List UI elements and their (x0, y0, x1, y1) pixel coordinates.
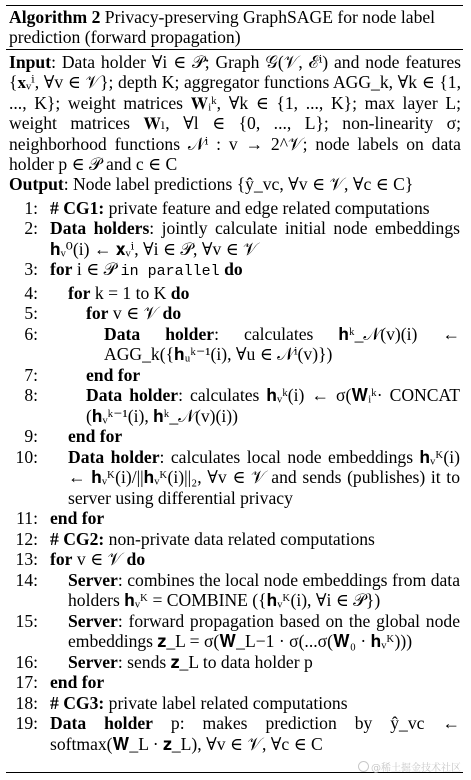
step-number: 19: (15, 713, 38, 734)
step-number: 2: (24, 218, 38, 239)
algorithm-step (6, 672, 463, 693)
step-keyword-end: do (170, 282, 190, 303)
algorithm-step (6, 447, 463, 509)
step-keyword: Data holder (68, 446, 160, 467)
step-text: : combines the local node embeddings from data holders 𝐡ᵥᴷ = COMBINE ({𝐡ᵥᴷ(i), ∀i ∈ 𝒫}) (68, 569, 460, 611)
step-text: non-private data related computations (104, 528, 375, 549)
step-text: p: makes prediction by ŷ_vc ← softmax(𝐖_L · 𝐳_L), ∀v ∈ 𝒱, ∀c ∈ C (50, 713, 460, 754)
algorithm-step (6, 549, 463, 570)
algorithm-step (6, 324, 463, 365)
watermark (358, 759, 461, 774)
algorithm-step (6, 283, 463, 304)
step-text: : calculates local node embeddings 𝐡ᵥᴷ(i) ← 𝐡ᵥᴷ(i)/||𝐡ᵥᴷ(i)||₂, ∀v ∈ 𝒱 and sends (publishes) it to server using differential privacy (68, 446, 461, 508)
step-number: 11: (16, 508, 38, 529)
step-text: v ∈ 𝒱 (72, 549, 127, 570)
step-text: : calculates 𝐡ᵥᵏ(i) ← σ(𝐖ᵢᵏ· CONCAT (𝐡ᵥᵏ⁻¹(i), 𝐡ᵏ_𝒩(v)(i)) (86, 385, 460, 426)
step-text: k = 1 to K (90, 282, 171, 303)
algorithm-step (6, 611, 463, 652)
step-keyword: for (50, 549, 73, 570)
io-section (6, 50, 463, 198)
step-text: v ∈ 𝒱 (108, 303, 163, 324)
algorithm-label: Algorithm 2 (9, 7, 101, 27)
algorithm-step (6, 570, 463, 611)
step-keyword: end for (68, 426, 123, 447)
step-mono-text: in parallel (120, 263, 220, 281)
step-keyword: Data holder (50, 713, 153, 734)
output-label: Output (9, 174, 64, 195)
step-number: 10: (15, 446, 38, 467)
step-number: 4: (24, 282, 38, 303)
step-keyword: Data holder (104, 323, 215, 344)
algorithm-step (6, 218, 463, 259)
step-number: 8: (24, 385, 38, 406)
step-text: : forward propagation based on the global node embeddings 𝐳_L = σ(𝐖_L−1 · σ(...σ(𝐖₀ · 𝐡ᵥᴷ))) (68, 610, 460, 652)
step-keyword: for (50, 259, 73, 280)
algorithm-step (6, 259, 463, 283)
step-number: 13: (15, 549, 38, 570)
step-number: 3: (24, 259, 38, 280)
step-number: 1: (24, 197, 38, 218)
step-keyword: Server (68, 651, 118, 672)
algorithm-step (6, 693, 463, 714)
algorithm-step (6, 652, 463, 673)
step-number: 15: (15, 610, 38, 631)
algorithm-title (6, 6, 463, 49)
step-keyword: Data holders (50, 218, 150, 239)
algorithm-step (6, 303, 463, 324)
step-number: 7: (24, 364, 38, 385)
algorithm-step (6, 198, 463, 219)
step-keyword: Server (68, 569, 118, 590)
step-text: private feature and edge related computations (104, 197, 430, 218)
algorithm-step (6, 385, 463, 426)
step-text: : calculates 𝐡ᵏ_𝒩(v)(i) ← AGG_k({𝐡ᵤᵏ⁻¹(i), ∀u ∈ 𝒩ⁱ(v)}) (104, 323, 460, 365)
output-text: : Node label predictions {ŷ_vc, ∀v ∈ 𝒱, ∀c ∈ C} (63, 174, 414, 195)
step-keyword: Server (68, 610, 118, 631)
step-keyword: end for (50, 672, 105, 693)
algorithm-block (6, 5, 463, 754)
step-keyword: # CG1: (50, 197, 105, 218)
step-number: 12: (15, 528, 38, 549)
step-number: 5: (24, 303, 38, 324)
step-keyword: # CG3: (50, 692, 105, 713)
step-number: 18: (15, 692, 38, 713)
algorithm-step (6, 426, 463, 447)
input-block (9, 52, 461, 174)
step-keyword: end for (86, 364, 141, 385)
step-number: 17: (15, 672, 38, 693)
step-number: 9: (24, 426, 38, 447)
step-keyword-end: do (162, 303, 182, 324)
watermark-logo-icon (358, 761, 369, 772)
step-text: : sends 𝐳_L to data holder p (117, 651, 313, 672)
algorithm-step (6, 529, 463, 550)
step-keyword: for (68, 282, 91, 303)
step-keyword: Data holder (86, 385, 179, 406)
step-text: : jointly calculate initial node embeddings 𝐡ᵥ⁰(i) ← 𝐱ᵥⁱ, ∀i ∈ 𝒫, ∀v ∈ 𝒱 (50, 218, 460, 259)
step-keyword: # CG2: (50, 528, 105, 549)
input-text: : Data holder ∀i ∈ 𝒫; Graph 𝒢(𝒱, ℰⁱ) and node features {𝐱ᵥⁱ, ∀v ∈ 𝒱}; depth K; aggregator functions AGG_k, ∀k ∈ {1, ..., K}; weight matrices 𝐖ᵢᵏ, ∀k ∈ {1, ..., K}; max layer L; weight matrices 𝐖ₗ, ∀l ∈ {0, ..., L}; non-linearity σ; neighborhood functions 𝒩ⁱ : v → 2^𝒱; node labels on data holder p ∈ 𝒫 and c ∈ C (9, 52, 461, 175)
watermark-text: @稀土掘金技术社区 (371, 763, 461, 774)
algorithm-step (6, 713, 463, 754)
step-text: private label related computations (104, 692, 348, 713)
step-number: 16: (15, 651, 38, 672)
step-number: 6: (24, 323, 38, 344)
algorithm-step (6, 365, 463, 386)
step-keyword: for (86, 303, 109, 324)
step-keyword: end for (50, 508, 105, 529)
step-keyword-end: do (219, 259, 243, 280)
step-keyword-end: do (126, 549, 146, 570)
input-label: Input (9, 52, 52, 72)
step-text: i ∈ 𝒫 (72, 259, 121, 280)
step-number: 14: (15, 569, 38, 590)
algorithm-steps (6, 198, 463, 755)
algorithm-title-text: Privacy-preserving GraphSAGE for node label prediction (forward propagation) (9, 7, 436, 47)
algorithm-step (6, 508, 463, 529)
output-block (9, 174, 461, 197)
